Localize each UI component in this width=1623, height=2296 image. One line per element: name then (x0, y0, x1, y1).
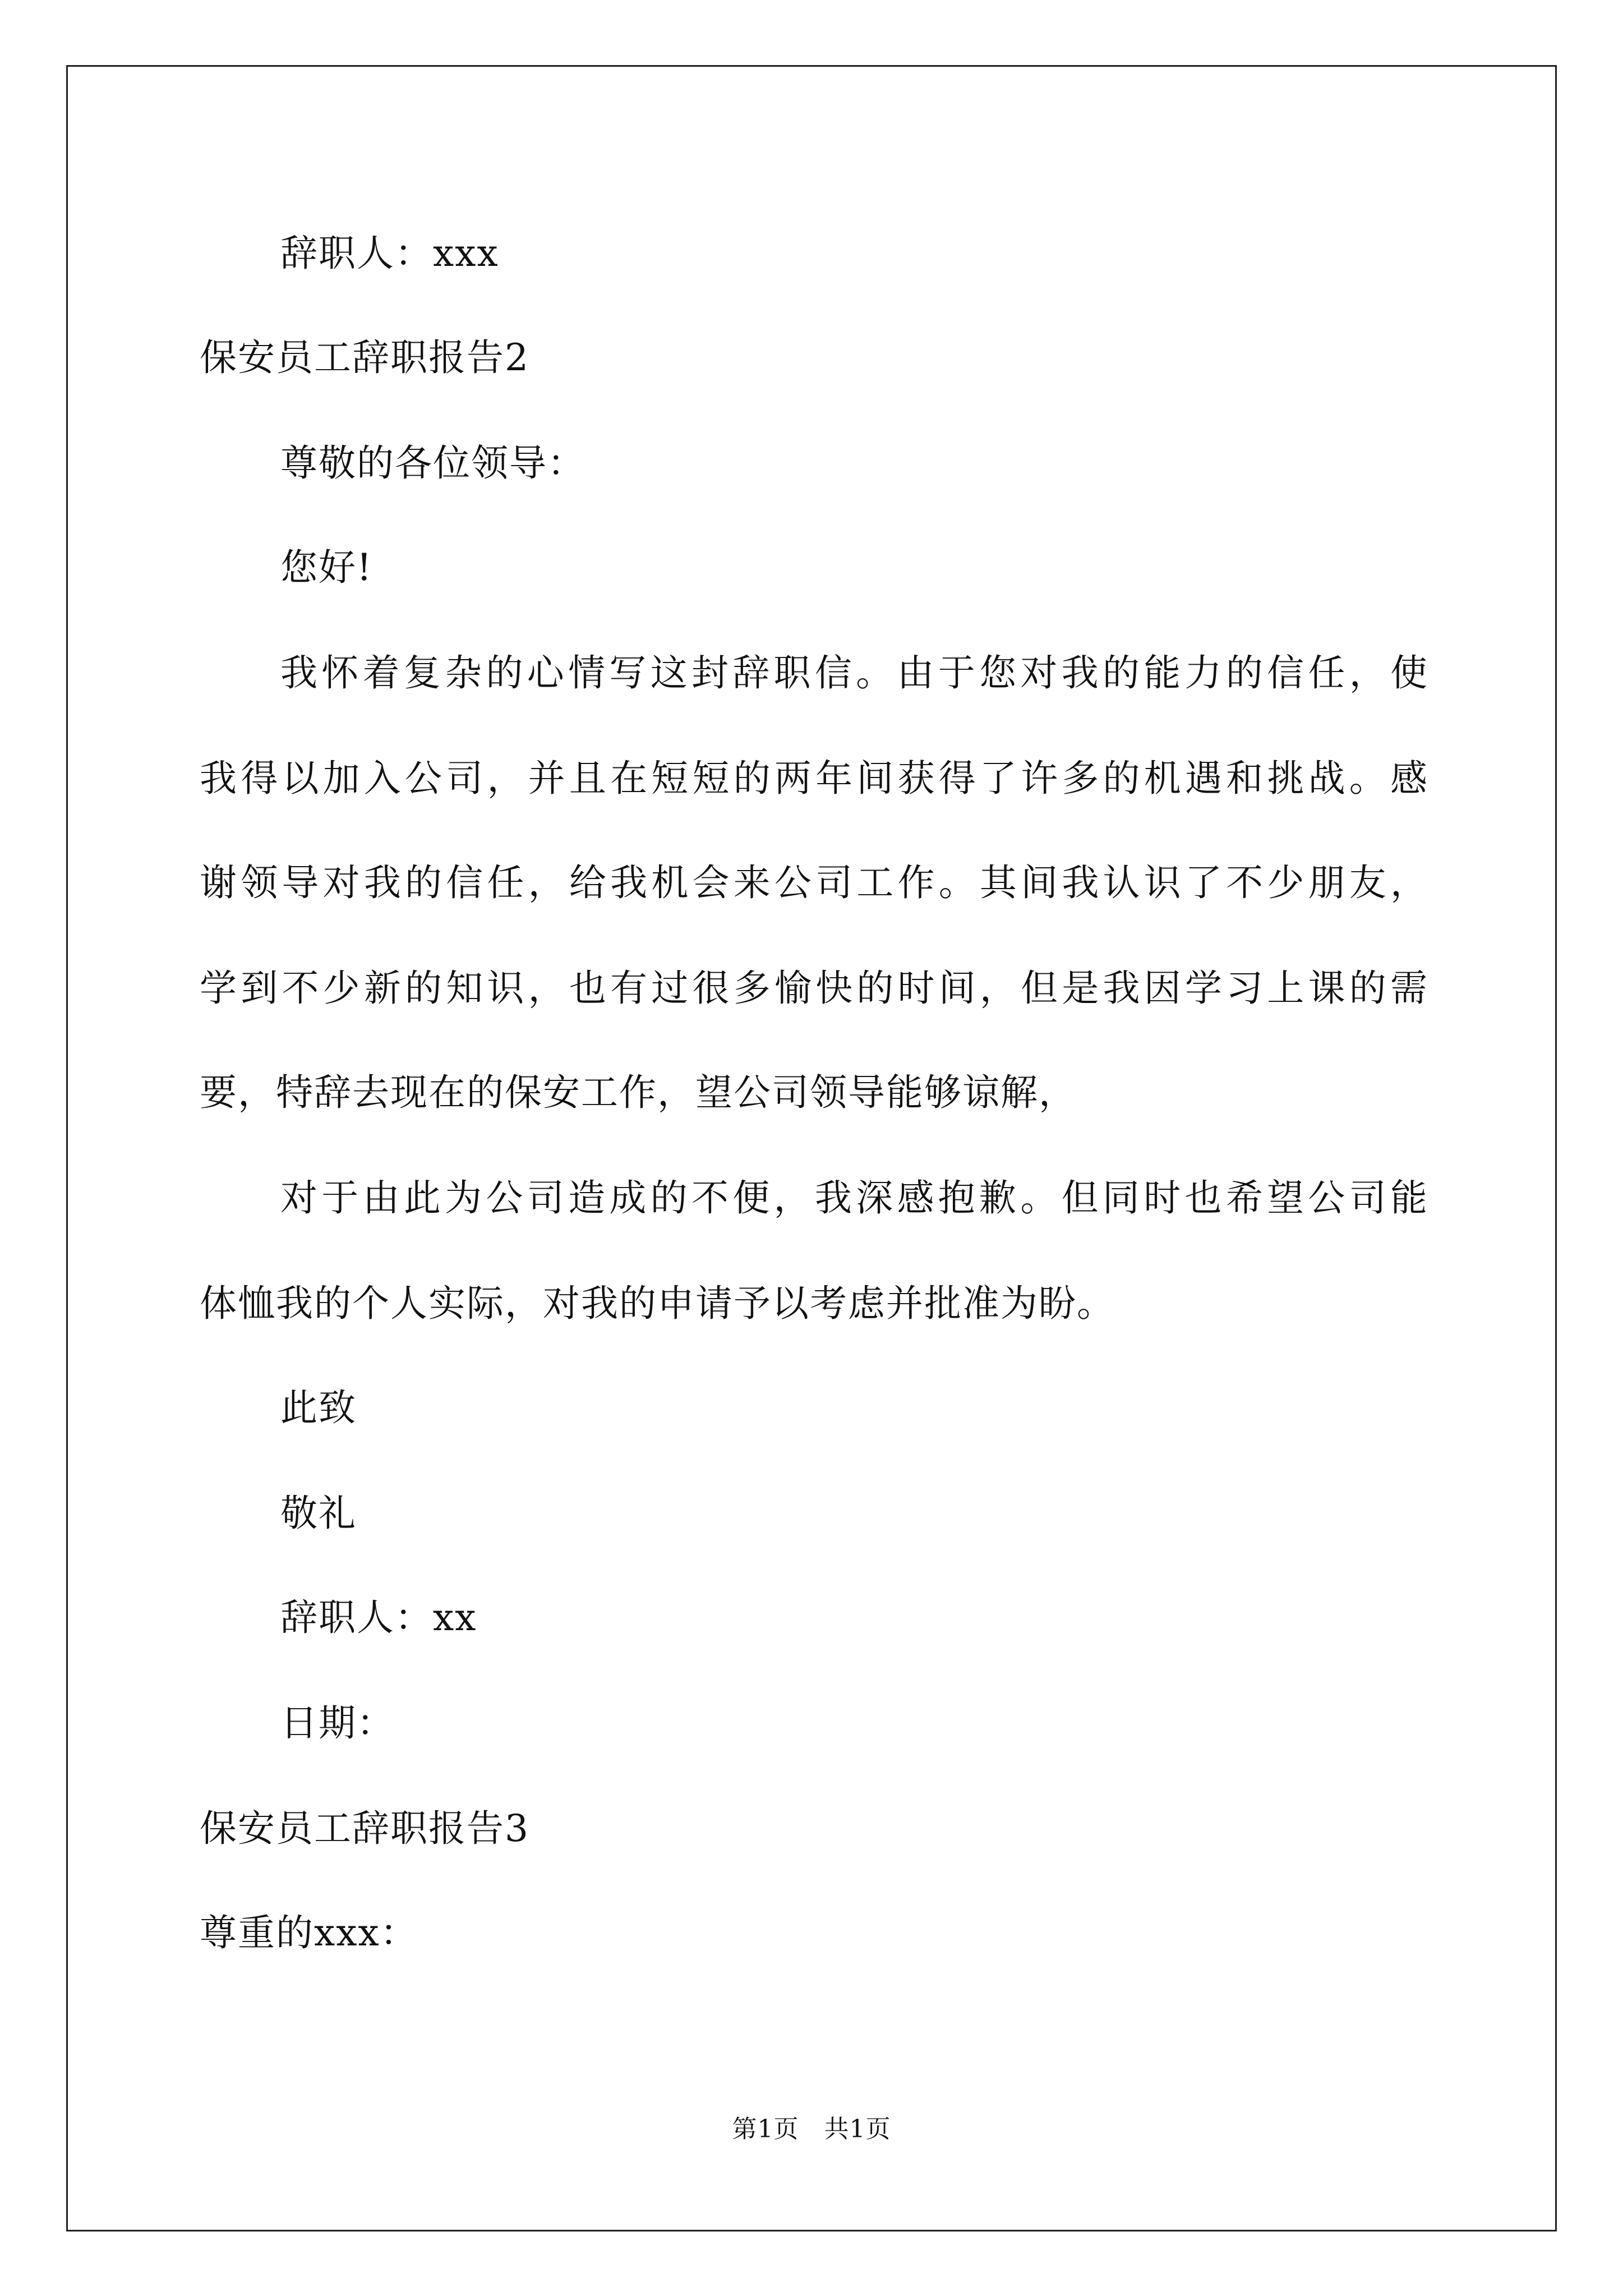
section-heading-3: 保安员工辞职报告3 (200, 1807, 529, 1850)
signature-line-1: 辞职人：xxx (280, 232, 499, 275)
page-number-footer: 第1页 共1页 (732, 2115, 891, 2143)
body-paragraph-2-line-1: 对于由此为公司造成的不便，我深感抱歉。但同时也希望公司能 (280, 1176, 1428, 1220)
signature-line-2: 辞职人：xx (280, 1596, 477, 1639)
body-paragraph-1-line-3: 谢领导对我的信任，给我机会来公司工作。其间我认识了不少朋友， (200, 861, 1428, 904)
salutation: 尊敬的各位领导： (280, 441, 585, 485)
body-paragraph-1-line-2: 我得以加入公司，并且在短短的两年间获得了许多的机遇和挑战。感 (200, 757, 1428, 800)
body-paragraph-1-line-1: 我怀着复杂的心情写这封辞职信。由于您对我的能力的信任，使 (280, 651, 1428, 694)
salutation-3: 尊重的xxx： (200, 1911, 418, 1954)
body-paragraph-1-line-4: 学到不少新的知识，也有过很多愉快的时间，但是我因学习上课的需 (200, 967, 1428, 1010)
section-heading-2: 保安员工辞职报告2 (200, 336, 529, 379)
body-paragraph-2-line-2: 体恤我的个人实际，对我的申请予以考虑并批准为盼。 (200, 1282, 1115, 1325)
closing-jing-li: 敬礼 (280, 1492, 357, 1535)
closing-ci-zhi: 此致 (280, 1386, 357, 1429)
greeting: 您好! (280, 546, 373, 589)
body-paragraph-1-line-5: 要，特辞去现在的保安工作，望公司领导能够谅解， (200, 1071, 1077, 1114)
page-border (66, 65, 1557, 2231)
date-line: 日期： (280, 1701, 395, 1745)
